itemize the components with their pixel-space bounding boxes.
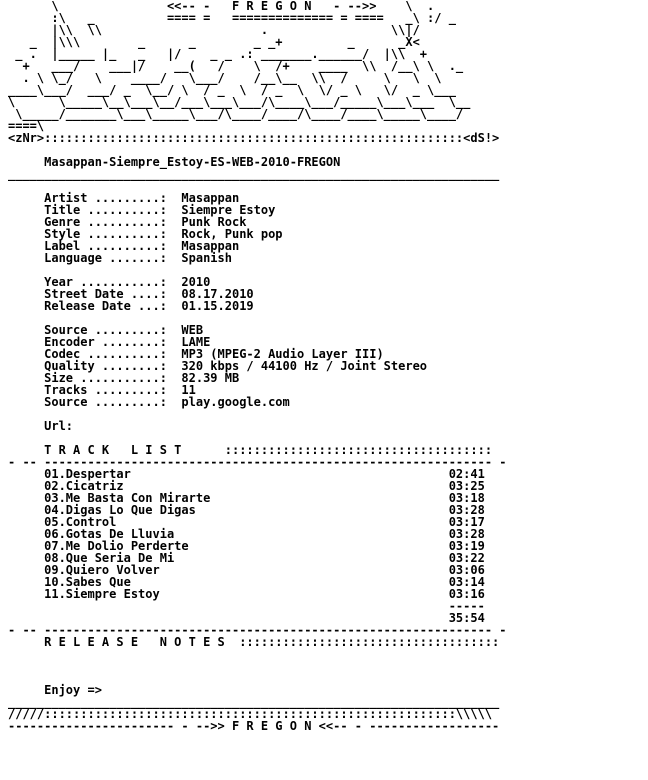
nfo-line: Source .........: play.google.com [8,395,290,409]
nfo-line: Year ...........: 2010 [8,275,211,289]
nfo-line: Size ...........: 82.39 MB [8,371,240,385]
nfo-line: ____________________________________________________________________ [8,695,500,709]
nfo-line: Codec ..........: MP3 (MPEG-2 Audio Layer III) [8,347,384,361]
nfo-line: Tracks .........: 11 [8,383,196,397]
nfo-line: 35:54 [8,611,485,625]
nfo-line: 08.Que Seria De Mi 03:22 [8,551,485,565]
nfo-line: 09.Quiero Volver 03:06 [8,563,485,577]
nfo-line: Enjoy => [8,683,102,697]
nfo-line: Artist .........: Masappan [8,191,240,205]
nfo-line: ====\ [8,119,45,133]
nfo-line: Release Date ...: 01.15.2019 [8,299,254,313]
nfo-line: + ___/ ___|/ __( / \ /+ ____ \\ /__\ \ ._ [8,59,464,73]
nfo-line: Street Date ....: 08.17.2010 [8,287,254,301]
nfo-line: ____________________________________________________________________ [8,167,500,181]
nfo-line: ____\___/ ___/ _ \__/ \ / _ \ / _ \ \/ _ \ \/ _ \___ [8,83,456,97]
nfo-line: 10.Sabes Que 03:14 [8,575,485,589]
nfo-line: ----------------------- - -->> F R E G O N <<-- - ------------------ [8,719,500,733]
nfo-line: Genre ..........: Punk Rock [8,215,247,229]
nfo-line: _ |\\\ _ _ _ _+ _ _X< [8,35,420,49]
nfo-line: ----- [8,599,485,613]
nfo-line: Language .......: Spanish [8,251,232,265]
nfo-line: <zNr>::::::::::::::::::::::::::::::::::::::::::::::::::::::::::<dS!> [8,131,500,145]
nfo-line: . \ \_/ \ ____/ \___/ /__\__ \\ / \ \ \ [8,71,442,85]
nfo-line: 11.Siempre Estoy 03:16 [8,587,485,601]
nfo-line: R E L E A S E N O T E S :::::::::::::::::::::::::::::::::::: [8,635,500,649]
nfo-line: 01.Despertar 02:41 [8,467,485,481]
nfo-line: Style ..........: Rock, Punk pop [8,227,283,241]
nfo-line: Source .........: WEB [8,323,204,337]
nfo-line: Url: [8,419,74,433]
nfo-line: Title ..........: Siempre Estoy [8,203,276,217]
nfo-line: \ <<-- - F R E G O N - -->> \ . [8,0,435,13]
nfo-line: 06.Gotas De Lluvia 03:28 [8,527,485,541]
nfo-line: \_____/_______\___\_____\___/\____/____/\____/____\_____\____/ [8,107,464,121]
nfo-line: 04.Digas Lo Que Digas 03:28 [8,503,485,517]
nfo-line: |\\ \\ . \\|/ [8,23,420,37]
nfo-line: 02.Cicatriz 03:25 [8,479,485,493]
nfo-line: - -- -------------------------------------------------------------- - [8,623,507,637]
nfo-line [8,672,648,684]
nfo-line [8,408,648,420]
nfo-line: /////:::::::::::::::::::::::::::::::::::::::::::::::::::::::::\\\\\ [8,707,493,721]
nfo-line: Quality ........: 320 kbps / 44100 Hz / Joint Stereo [8,359,428,373]
nfo-line: 03.Me Basta Con Mirarte 03:18 [8,491,485,505]
nfo-line: 07.Me Dolio Perderte 03:19 [8,539,485,553]
nfo-line: - -- -------------------------------------------------------------- - [8,455,507,469]
nfo-line [8,660,648,672]
nfo-line [8,648,648,660]
nfo-line: Masappan-Siempre_Estoy-ES-WEB-2010-FREGON [8,155,341,169]
nfo-line: _ . |_____ |_ _ |/ _ _ .: _______.______/ |\\ + [8,47,428,61]
nfo-line: \ \_____\__\___\__/___\___\___/\____\___/_____\___\___ \__ [8,95,471,109]
nfo-line: Encoder ........: LAME [8,335,211,349]
nfo-line: Label ..........: Masappan [8,239,240,253]
nfo-line: 05.Control 03:17 [8,515,485,529]
nfo-line: :\ _ ==== = ============== = ==== _\ :/ _ [8,11,456,25]
nfo-line: T R A C K L I S T ::::::::::::::::::::::::::::::::::::: [8,443,493,457]
